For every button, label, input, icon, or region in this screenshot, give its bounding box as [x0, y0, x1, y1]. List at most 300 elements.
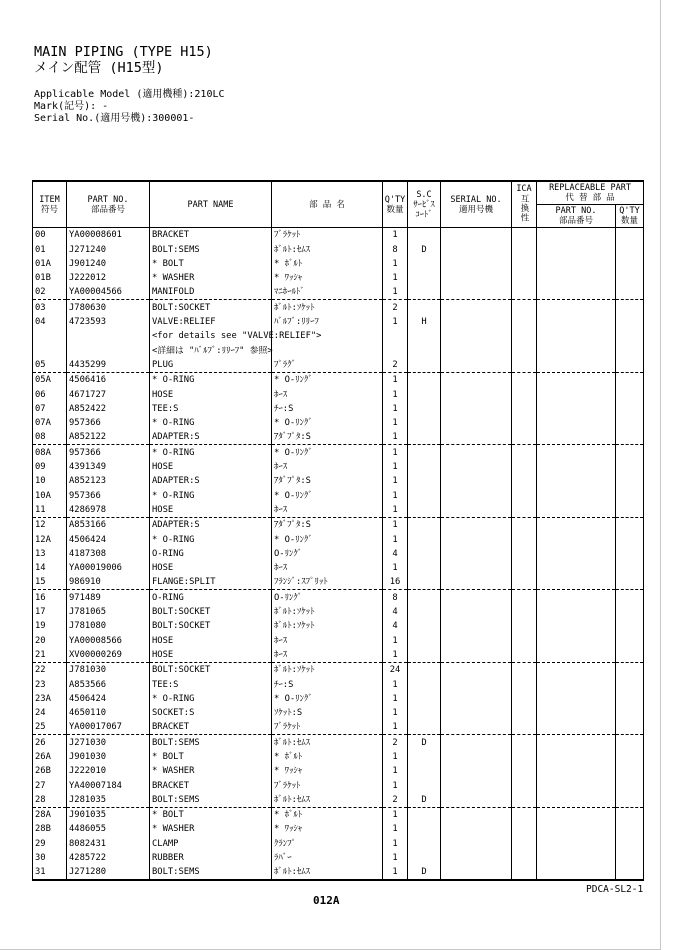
table-row [33, 343, 644, 357]
cell-part-no: A852123 [67, 474, 150, 488]
cell-item: 01B [33, 271, 67, 285]
cell-service-code [408, 692, 441, 706]
cell-part-name: <詳細は "ﾊﾞﾙﾌﾞ:ﾘﾘｰﾌ" 参照> [150, 343, 272, 357]
cell-ica [512, 590, 537, 605]
table-row [33, 402, 644, 416]
cell-service-code [408, 605, 441, 619]
cell-serial [441, 575, 512, 590]
cell-rep-part-no [537, 271, 616, 285]
cell-item: 02 [33, 285, 67, 300]
table-row [33, 547, 644, 561]
cell-buhin: ﾌﾗﾝｼﾞ:ｽﾌﾟﾘｯﾄ [272, 575, 383, 590]
cell-serial [441, 865, 512, 880]
cell-buhin: ﾌﾞﾗｹｯﾄ [272, 778, 383, 792]
cell-ica [512, 720, 537, 735]
cell-qty: 1 [383, 517, 408, 532]
cell-rep-qty [616, 372, 644, 387]
cell-part-name: ADAPTER:S [150, 430, 272, 445]
cell-rep-part-no [537, 285, 616, 300]
cell-ica [512, 257, 537, 271]
cell-serial [441, 257, 512, 271]
cell-serial [441, 329, 512, 343]
cell-serial [441, 474, 512, 488]
cell-part-no: 986910 [67, 575, 150, 590]
table-row [33, 315, 644, 329]
cell-rep-part-no [537, 865, 616, 880]
cell-qty [383, 329, 408, 343]
cell-service-code [408, 300, 441, 315]
cell-serial [441, 778, 512, 792]
cell-rep-part-no [537, 387, 616, 401]
cell-rep-part-no [537, 605, 616, 619]
cell-service-code [408, 851, 441, 865]
cell-ica [512, 807, 537, 822]
cell-rep-part-no [537, 735, 616, 750]
cell-rep-qty [616, 793, 644, 808]
header-qty: Q'TY 数量 [383, 181, 408, 228]
cell-item [33, 343, 67, 357]
cell-part-name: O-RING [150, 590, 272, 605]
table-row [33, 619, 644, 633]
table-row [33, 358, 644, 373]
cell-part-name: HOSE [150, 387, 272, 401]
cell-service-code [408, 575, 441, 590]
cell-rep-qty [616, 257, 644, 271]
cell-part-no: 4506424 [67, 692, 150, 706]
cell-ica [512, 851, 537, 865]
cell-part-no [67, 329, 150, 343]
cell-service-code [408, 720, 441, 735]
cell-ica [512, 547, 537, 561]
cell-serial [441, 503, 512, 518]
cell-buhin: O-ﾘﾝｸﾞ [272, 590, 383, 605]
table-row [33, 271, 644, 285]
cell-item: 28A [33, 807, 67, 822]
cell-rep-part-no [537, 402, 616, 416]
cell-serial [441, 677, 512, 691]
cell-qty: 1 [383, 503, 408, 518]
cell-item: 01 [33, 242, 67, 256]
table-row [33, 416, 644, 430]
cell-serial [441, 851, 512, 865]
cell-rep-part-no [537, 358, 616, 373]
cell-qty: 1 [383, 315, 408, 329]
cell-rep-part-no [537, 793, 616, 808]
cell-buhin: ｱﾀﾞﾌﾟﾀ:S [272, 430, 383, 445]
cell-service-code [408, 547, 441, 561]
cell-service-code [408, 706, 441, 720]
cell-part-name: O-RING [150, 547, 272, 561]
cell-item: 00 [33, 228, 67, 243]
cell-ica [512, 503, 537, 518]
cell-qty: 24 [383, 662, 408, 677]
cell-part-name: BRACKET [150, 778, 272, 792]
cell-part-no: 4506424 [67, 532, 150, 546]
applicable-model: Applicable Model (適用機種):210LC [34, 89, 225, 100]
cell-buhin: * ﾎﾞﾙﾄ [272, 257, 383, 271]
cell-item: 08 [33, 430, 67, 445]
cell-buhin: ｿｹｯﾄ:S [272, 706, 383, 720]
cell-serial [441, 735, 512, 750]
cell-part-name: BOLT:SOCKET [150, 605, 272, 619]
table-row [33, 807, 644, 822]
table-row [33, 460, 644, 474]
cell-buhin: ﾏﾆﾎｰﾙﾄﾞ [272, 285, 383, 300]
cell-qty: 16 [383, 575, 408, 590]
cell-part-no: 4671727 [67, 387, 150, 401]
table-row [33, 648, 644, 663]
cell-buhin: ﾎｰｽ [272, 387, 383, 401]
table-row [33, 677, 644, 691]
cell-service-code [408, 329, 441, 343]
cell-rep-part-no [537, 750, 616, 764]
cell-part-name: * BOLT [150, 807, 272, 822]
cell-part-name: * O-RING [150, 372, 272, 387]
cell-item: 25 [33, 720, 67, 735]
cell-buhin: ﾊﾞﾙﾌﾞ:ﾘﾘｰﾌ [272, 315, 383, 329]
cell-item: 03 [33, 300, 67, 315]
cell-ica [512, 242, 537, 256]
cell-rep-qty [616, 865, 644, 880]
cell-buhin: ﾎﾞﾙﾄ:ｾﾑｽ [272, 793, 383, 808]
table-row [33, 662, 644, 677]
cell-buhin: * O-ﾘﾝｸﾞ [272, 372, 383, 387]
cell-rep-part-no [537, 315, 616, 329]
cell-qty: 8 [383, 242, 408, 256]
cell-buhin: * O-ﾘﾝｸﾞ [272, 445, 383, 460]
cell-qty: 1 [383, 430, 408, 445]
cell-service-code [408, 285, 441, 300]
cell-part-name: ADAPTER:S [150, 474, 272, 488]
cell-item: 10A [33, 488, 67, 502]
cell-ica [512, 778, 537, 792]
cell-qty: 1 [383, 416, 408, 430]
header-service-code: S.C ｻｰﾋﾞｽ ｺｰﾄﾞ [408, 181, 441, 228]
cell-part-name: * O-RING [150, 416, 272, 430]
cell-buhin: * O-ﾘﾝｸﾞ [272, 532, 383, 546]
cell-qty: 1 [383, 836, 408, 850]
cell-ica [512, 460, 537, 474]
cell-ica [512, 430, 537, 445]
cell-service-code [408, 764, 441, 778]
cell-serial [441, 517, 512, 532]
cell-part-no: J781030 [67, 662, 150, 677]
cell-qty: 1 [383, 648, 408, 663]
cell-ica [512, 488, 537, 502]
table-row [33, 793, 644, 808]
cell-buhin: ﾎｰｽ [272, 648, 383, 663]
cell-rep-part-no [537, 445, 616, 460]
cell-serial [441, 822, 512, 836]
cell-rep-part-no [537, 575, 616, 590]
cell-part-name: HOSE [150, 460, 272, 474]
cell-ica [512, 517, 537, 532]
cell-qty: 1 [383, 228, 408, 243]
table-row [33, 590, 644, 605]
table-row [33, 387, 644, 401]
table-row [33, 430, 644, 445]
cell-rep-qty [616, 692, 644, 706]
cell-rep-qty [616, 764, 644, 778]
cell-rep-qty [616, 460, 644, 474]
cell-buhin: ｱﾀﾞﾌﾟﾀ:S [272, 517, 383, 532]
cell-service-code [408, 778, 441, 792]
cell-serial [441, 720, 512, 735]
cell-part-no: YA00004566 [67, 285, 150, 300]
header-item: ITEM 符号 [33, 181, 67, 228]
cell-service-code [408, 822, 441, 836]
cell-rep-qty [616, 547, 644, 561]
cell-service-code [408, 460, 441, 474]
cell-part-no: XV00000269 [67, 648, 150, 663]
cell-ica [512, 822, 537, 836]
cell-serial [441, 836, 512, 850]
cell-rep-qty [616, 807, 644, 822]
cell-service-code [408, 445, 441, 460]
cell-part-no: YA00017067 [67, 720, 150, 735]
cell-buhin: * ﾜｯｼｬ [272, 764, 383, 778]
cell-part-no: 4187308 [67, 547, 150, 561]
cell-part-name: BOLT:SOCKET [150, 619, 272, 633]
cell-item: 26B [33, 764, 67, 778]
cell-part-name: HOSE [150, 561, 272, 575]
cell-part-name: BRACKET [150, 228, 272, 243]
cell-ica [512, 271, 537, 285]
table-row [33, 706, 644, 720]
cell-ica [512, 445, 537, 460]
cell-serial [441, 648, 512, 663]
table-row [33, 503, 644, 518]
cell-rep-qty [616, 488, 644, 502]
cell-service-code: H [408, 315, 441, 329]
cell-ica [512, 300, 537, 315]
cell-qty: 1 [383, 851, 408, 865]
cell-qty: 1 [383, 692, 408, 706]
cell-rep-qty [616, 358, 644, 373]
title-japanese: メイン配管 (H15型) [34, 60, 164, 76]
header-part-name: PART NAME [150, 181, 272, 228]
cell-qty: 1 [383, 807, 408, 822]
cell-rep-qty [616, 416, 644, 430]
table-row [33, 764, 644, 778]
table-row [33, 851, 644, 865]
cell-part-no: J781065 [67, 605, 150, 619]
cell-rep-qty [616, 532, 644, 546]
cell-part-no: YA40007184 [67, 778, 150, 792]
cell-part-no: 4286978 [67, 503, 150, 518]
cell-buhin: * O-ﾘﾝｸﾞ [272, 488, 383, 502]
cell-service-code [408, 228, 441, 243]
cell-buhin: * ﾎﾞﾙﾄ [272, 807, 383, 822]
cell-rep-part-no [537, 619, 616, 633]
cell-rep-qty [616, 750, 644, 764]
cell-rep-part-no [537, 764, 616, 778]
cell-rep-qty [616, 619, 644, 633]
cell-qty: 1 [383, 445, 408, 460]
cell-ica [512, 706, 537, 720]
cell-rep-part-no [537, 822, 616, 836]
cell-buhin: O-ﾘﾝｸﾞ [272, 547, 383, 561]
cell-serial [441, 430, 512, 445]
cell-part-name: * BOLT [150, 257, 272, 271]
cell-service-code [408, 503, 441, 518]
serial-number: Serial No.(適用号機):300001- [34, 113, 195, 124]
cell-part-no: J271280 [67, 865, 150, 880]
table-row [33, 605, 644, 619]
cell-qty: 2 [383, 793, 408, 808]
cell-rep-qty [616, 242, 644, 256]
cell-rep-part-no [537, 460, 616, 474]
cell-serial [441, 750, 512, 764]
cell-item: 06 [33, 387, 67, 401]
cell-qty: 1 [383, 561, 408, 575]
cell-part-name: * O-RING [150, 488, 272, 502]
cell-part-name: BRACKET [150, 720, 272, 735]
table-row [33, 720, 644, 735]
cell-item: 31 [33, 865, 67, 880]
table-row [33, 836, 644, 850]
cell-ica [512, 750, 537, 764]
table-row [33, 532, 644, 546]
cell-part-no: YA00008566 [67, 633, 150, 647]
cell-serial [441, 242, 512, 256]
table-row [33, 242, 644, 256]
cell-rep-part-no [537, 228, 616, 243]
cell-item: 23 [33, 677, 67, 691]
cell-ica [512, 343, 537, 357]
cell-part-no: J271240 [67, 242, 150, 256]
cell-ica [512, 619, 537, 633]
cell-part-name: RUBBER [150, 851, 272, 865]
cell-serial [441, 619, 512, 633]
cell-part-no: 4506416 [67, 372, 150, 387]
cell-rep-qty [616, 662, 644, 677]
cell-part-no: J271030 [67, 735, 150, 750]
cell-serial [441, 402, 512, 416]
cell-ica [512, 662, 537, 677]
cell-rep-part-no [537, 706, 616, 720]
cell-serial [441, 662, 512, 677]
cell-ica [512, 793, 537, 808]
cell-rep-qty [616, 677, 644, 691]
header-buhin: 部 品 名 [272, 181, 383, 228]
header-rep-qty: Q'TY 数量 [616, 205, 644, 228]
cell-rep-part-no [537, 503, 616, 518]
cell-item: 08A [33, 445, 67, 460]
cell-rep-qty [616, 445, 644, 460]
cell-item: 26A [33, 750, 67, 764]
cell-serial [441, 445, 512, 460]
cell-rep-qty [616, 474, 644, 488]
cell-part-name: CLAMP [150, 836, 272, 850]
cell-rep-part-no [537, 677, 616, 691]
cell-part-name: BOLT:SEMS [150, 865, 272, 880]
cell-item: 20 [33, 633, 67, 647]
cell-ica [512, 836, 537, 850]
cell-item: 28B [33, 822, 67, 836]
cell-ica [512, 372, 537, 387]
cell-rep-part-no [537, 343, 616, 357]
cell-qty: 1 [383, 402, 408, 416]
cell-part-name: HOSE [150, 648, 272, 663]
cell-rep-qty [616, 517, 644, 532]
cell-item: 28 [33, 793, 67, 808]
header-replaceable: REPLACEABLE PART 代 替 部 品 [537, 181, 644, 205]
header-rep-part-no: PART NO. 部品番号 [537, 205, 616, 228]
cell-rep-qty [616, 300, 644, 315]
title-english: MAIN PIPING (TYPE H15) [34, 44, 213, 60]
cell-serial [441, 372, 512, 387]
cell-rep-part-no [537, 329, 616, 343]
cell-part-name: * WASHER [150, 271, 272, 285]
cell-item: 10 [33, 474, 67, 488]
cell-part-name: * O-RING [150, 692, 272, 706]
cell-rep-qty [616, 720, 644, 735]
table-row [33, 445, 644, 460]
cell-service-code [408, 343, 441, 357]
cell-ica [512, 329, 537, 343]
cell-rep-part-no [537, 547, 616, 561]
cell-part-no: 957366 [67, 416, 150, 430]
cell-part-no: J281035 [67, 793, 150, 808]
cell-rep-part-no [537, 692, 616, 706]
cell-buhin: ﾎｰｽ [272, 633, 383, 647]
cell-qty [383, 343, 408, 357]
table-row [33, 474, 644, 488]
cell-serial [441, 228, 512, 243]
cell-rep-qty [616, 285, 644, 300]
cell-ica [512, 692, 537, 706]
cell-rep-part-no [537, 416, 616, 430]
cell-rep-part-no [537, 430, 616, 445]
cell-ica [512, 735, 537, 750]
cell-rep-part-no [537, 300, 616, 315]
cell-item: 21 [33, 648, 67, 663]
cell-buhin: ﾎﾞﾙﾄ:ｾﾑｽ [272, 735, 383, 750]
cell-part-name: VALVE:RELIEF [150, 315, 272, 329]
cell-rep-part-no [537, 778, 616, 792]
cell-part-name: BOLT:SEMS [150, 735, 272, 750]
cell-rep-part-no [537, 372, 616, 387]
cell-item: 15 [33, 575, 67, 590]
cell-part-name: BOLT:SEMS [150, 793, 272, 808]
cell-service-code [408, 750, 441, 764]
cell-buhin: * ﾜｯｼｬ [272, 822, 383, 836]
cell-part-name: BOLT:SOCKET [150, 662, 272, 677]
cell-part-no: J901035 [67, 807, 150, 822]
cell-buhin: ﾌﾞﾗｹｯﾄ [272, 720, 383, 735]
cell-item: 30 [33, 851, 67, 865]
cell-buhin: ﾎﾞﾙﾄ:ｿｹｯﾄ [272, 605, 383, 619]
cell-part-name: PLUG [150, 358, 272, 373]
cell-qty: 1 [383, 257, 408, 271]
cell-rep-part-no [537, 488, 616, 502]
cell-rep-part-no [537, 242, 616, 256]
cell-buhin: * ﾎﾞﾙﾄ [272, 750, 383, 764]
cell-item: 12A [33, 532, 67, 546]
cell-item: 17 [33, 605, 67, 619]
cell-qty: 1 [383, 285, 408, 300]
cell-part-name: FLANGE:SPLIT [150, 575, 272, 590]
cell-item: 05A [33, 372, 67, 387]
cell-serial [441, 561, 512, 575]
cell-service-code [408, 358, 441, 373]
cell-item: 14 [33, 561, 67, 575]
cell-serial [441, 633, 512, 647]
cell-ica [512, 605, 537, 619]
cell-part-name: TEE:S [150, 677, 272, 691]
cell-serial [441, 590, 512, 605]
